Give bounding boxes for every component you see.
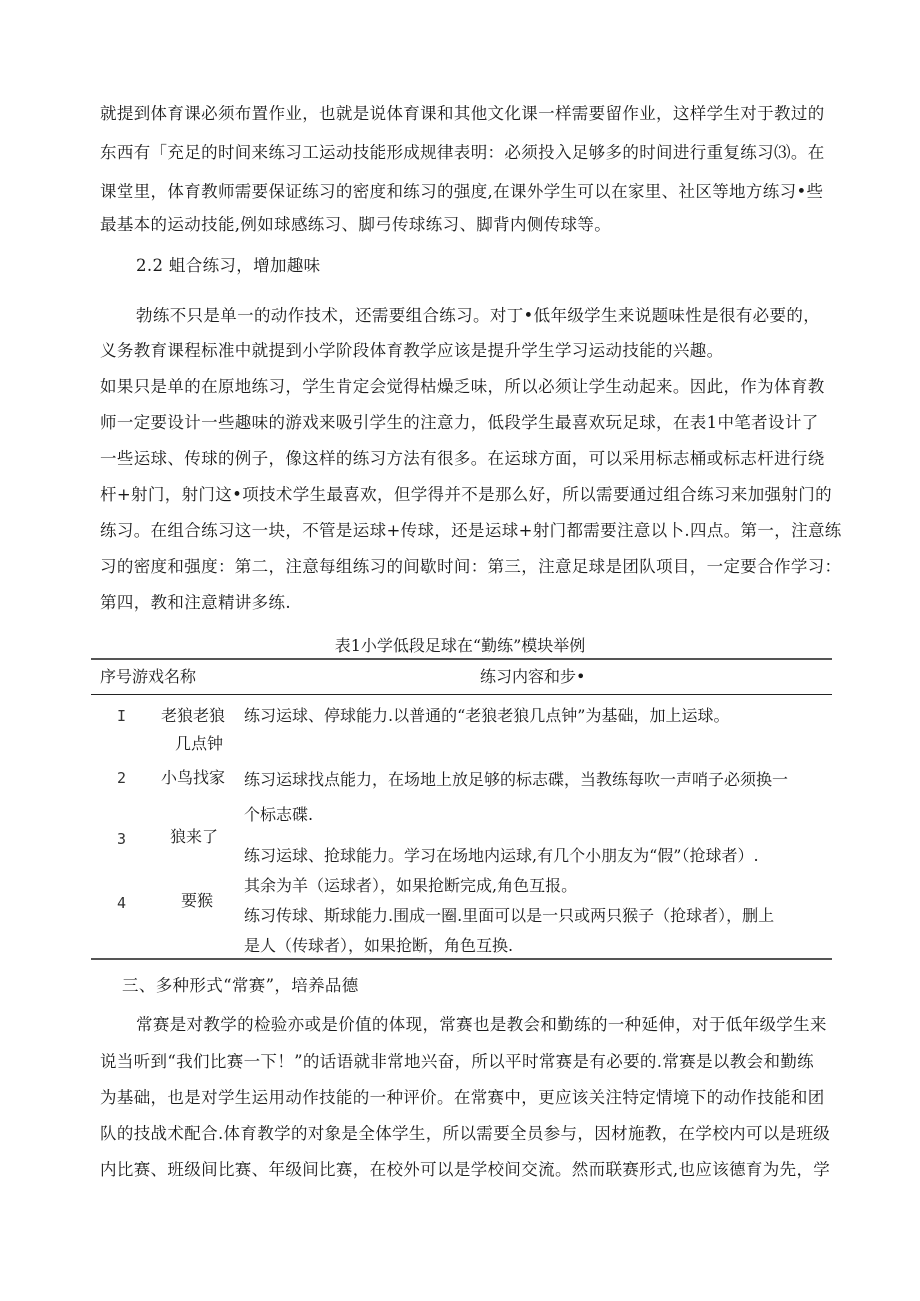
row-content: 其余为羊（运球者），如果抢断完成,角色互报。 [244,876,578,895]
text-line: 如果只是单的在原地练习，学生肯定会觉得枯燥乏味，所以必须让学生动起来。因此，作为体育教 [100,377,825,396]
text-line: 东西有「充足的时间来练习工运动技能形成规律表明：必须投入足够多的时间进行重复练习⑶。在 [100,143,825,162]
text-line: 为基础，也是对学生运用动作技能的一种评价。在常赛中，更应该关注特定情境下的动作技能和团 [100,1088,825,1107]
table-header-rule [91,694,832,695]
text-line: 说当听到“我们比赛一下！”的话语就非常地兴奋，所以平时常赛是有必要的.常赛是以教会和勤练 [100,1052,815,1071]
text-line: 就提到体育课必须布置作业，也就是说体育课和其他文化课一样需要留作业，这样学生对于教过的 [100,104,825,123]
text-line: 最基本的运动技能,例如球感练习、脚弓传球练习、脚背内侧传球等。 [100,215,612,234]
row-content: 个标志碟. [244,805,314,824]
row-game-name: 要猴 [181,891,214,910]
text-line: 课堂里，体育教师需要保证练习的密度和练习的强度,在课外学生可以在家里、社区等地方练习•些 [100,182,824,201]
row-content: 练习运球、抢球能力。学习在场地内运球,有几个小朋友为“假”（抢球者）. [244,846,759,865]
text-line: 义务教育课程标准中就提到小学阶段体育教学应该是提升学生学习运动技能的兴趣。 [100,341,724,360]
row-game-name: 狼来了 [170,827,219,846]
row-index: I [117,707,127,725]
row-index: 2 [117,769,127,787]
text-line: 练习。在组合练习这一块，不管是运球+传球，还是运球+射门都需要注意以卜.四点。第一，注意练 [100,521,842,540]
text-line: 一些运球、传球的例子，像这样的练习方法有很多。在运球方面，可以采用标志桶或标志杆进行绕 [100,449,825,468]
text-line: 杆+射门，射门这•项技术学生最喜欢，但学得并不是那么好，所以需要通过组合练习来加强射门的 [100,485,832,504]
row-content: 练习传球、斯球能力.围成一圈.里面可以是一只或两只猴子（抢球者），删上 [244,906,775,925]
row-index: 3 [117,830,127,848]
text-line: 习的密度和强度：第二，注意每组练习的间歇时间：第三，注意足球是团队项目，一定要合作学习： [100,557,842,576]
table-bottom-rule [91,958,832,960]
row-content: 是人（传球者），如果抢断，角色互换. [244,936,514,955]
text-line: 勃练不只是单一的动作技术，还需要组合练习。对丁•低年级学生来说题味性是很有必要的， [136,306,821,325]
table-header-index-name: 序号游戏名称 [100,667,197,686]
row-content: 练习运球、停球能力.以普通的“老狼老狼几点钟”为基础，加上运球。 [244,706,730,725]
row-content: 练习运球找点能力，在场地上放足够的标志碟，当教练每吹一声哨子必须换一 [244,770,789,789]
table-header-content: 练习内容和步• [480,667,586,686]
text-line: 常赛是对教学的检验亦或是价值的体现，常赛也是教会和勤练的一种延伸，对于低年级学生来 [136,1015,827,1034]
row-game-name: 几点钟 [175,734,224,753]
table-caption: 表1小学低段足球在“勤练”模块举例 [334,636,586,655]
text-line: 队的技战术配合.体育教学的对象是全体学生，所以需要全员参与，因材施教，在学校内可以是班级 [100,1124,831,1143]
text-line: 师一定要设计一些趣味的游戏来吸引学生的注意力，低段学生最喜欢玩足球，在表1中笔者设计了 [100,413,819,432]
table-top-rule [91,658,832,660]
text-line: 内比赛、班级间比赛、年级间比赛，在校外可以是学校间交流。然而联赛形式,也应该德育为先，学 [100,1160,831,1179]
row-game-name: 老狼老狼 [161,706,226,725]
row-index: 4 [117,894,127,912]
text-line: 第四，教和注意精讲多练. [100,593,291,612]
row-game-name: 小鸟找家 [161,768,226,787]
section-heading-2-2: 2.2 蛆合练习，增加趣味 [136,256,321,275]
section-heading-3: 三、多种形式“常赛”，培养品德 [122,976,359,995]
